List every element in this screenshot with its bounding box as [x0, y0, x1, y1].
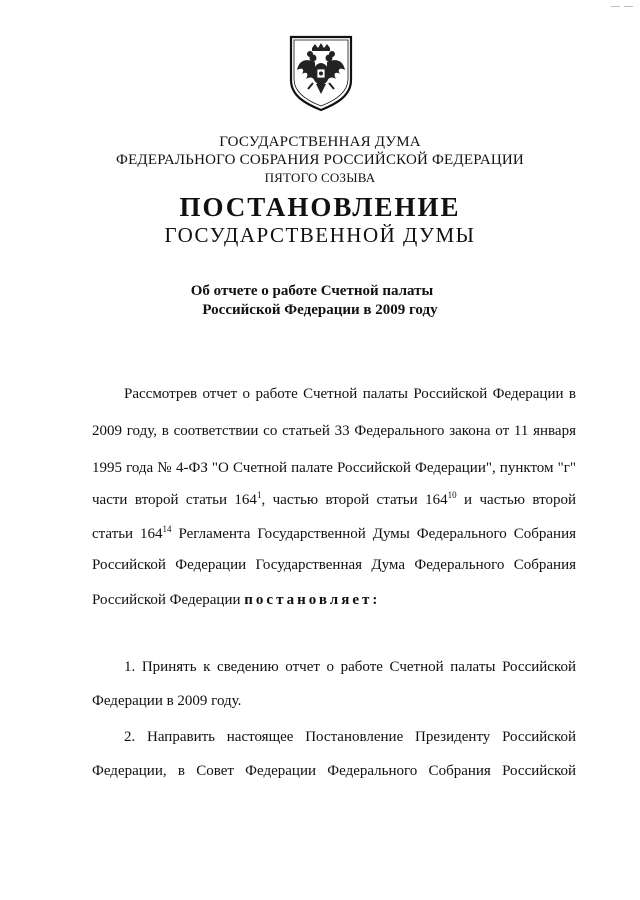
resolves-word: постановляет:: [244, 592, 381, 608]
superscript-14: 14: [162, 524, 172, 534]
preamble-4b: , частью второй статьи 164: [261, 492, 448, 508]
resolution-title-line-2: Российской Федерации в 2009 году: [202, 302, 438, 318]
preamble-text-2: 2009 году, в соответствии со статьей 33 Федерального закона от 11 января: [92, 423, 576, 439]
document-subtitle: ГОСУДАРСТВЕННОЙ ДУМЫ: [164, 223, 476, 247]
preamble-text-1: Рассмотрев отчет о работе Счетной палаты Российской Федерации в: [124, 386, 576, 402]
preamble-text-5: [92, 524, 576, 545]
document-type: ПОСТАНОВЛЕНИЕ: [179, 192, 461, 222]
item-2-text-2: Федерации, в Совет Федерации Федерального Собрания Российской: [92, 763, 576, 779]
preamble-text-3: 1995 года № 4-ФЗ "О Счетной палате Российской Федерации", пунктом "г": [92, 460, 576, 476]
preamble-text-6: Российской Федерации Государственная Дума Федерального Собрания: [92, 557, 576, 573]
item-1-text-1: 1. Принять к сведению отчет о работе Счетной палаты Российской: [124, 659, 576, 675]
resolution-title-line-1: Об отчете о работе Счетной палаты: [190, 283, 434, 299]
preamble-7a: Российской Федерации: [92, 592, 245, 608]
org-line-1: ГОСУДАРСТВЕННАЯ ДУМА: [219, 134, 421, 150]
preamble-line-4: [92, 490, 576, 511]
item-1-line-1: [124, 657, 576, 678]
preamble-4a: части второй статьи 164: [92, 492, 257, 508]
org-line-2: ФЕДЕРАЛЬНОГО СОБРАНИЯ РОССИЙСКОЙ ФЕДЕРАЦИИ: [116, 152, 524, 168]
item-2-line-1: [124, 727, 576, 748]
org-line-3: ПЯТОГО СОЗЫВА: [264, 170, 376, 185]
item-1-line-2: [92, 691, 576, 712]
item-1-text-2: Федерации в 2009 году.: [92, 693, 242, 709]
preamble-line-5: [92, 524, 576, 545]
coat-of-arms-icon: [288, 34, 354, 112]
preamble-4c: и частью второй: [456, 492, 576, 508]
item-2-text-1: 2. Направить настоящее Постановление Президенту Российской: [124, 729, 576, 745]
preamble-line-2: [92, 421, 576, 442]
preamble-5b: Регламента Государственной Думы Федерального Собрания: [171, 526, 576, 542]
preamble-5a: статьи 164: [92, 526, 163, 542]
preamble-line-7: [92, 590, 576, 611]
superscript-1: 1: [256, 490, 262, 500]
corner-mark: — —: [610, 1, 634, 11]
preamble-line-6: [92, 555, 576, 576]
preamble-line-1: [124, 384, 576, 405]
superscript-10: 10: [447, 490, 457, 500]
preamble-line-3: [92, 458, 576, 479]
preamble-text-4: [92, 490, 576, 511]
item-2-line-2: [92, 761, 576, 782]
